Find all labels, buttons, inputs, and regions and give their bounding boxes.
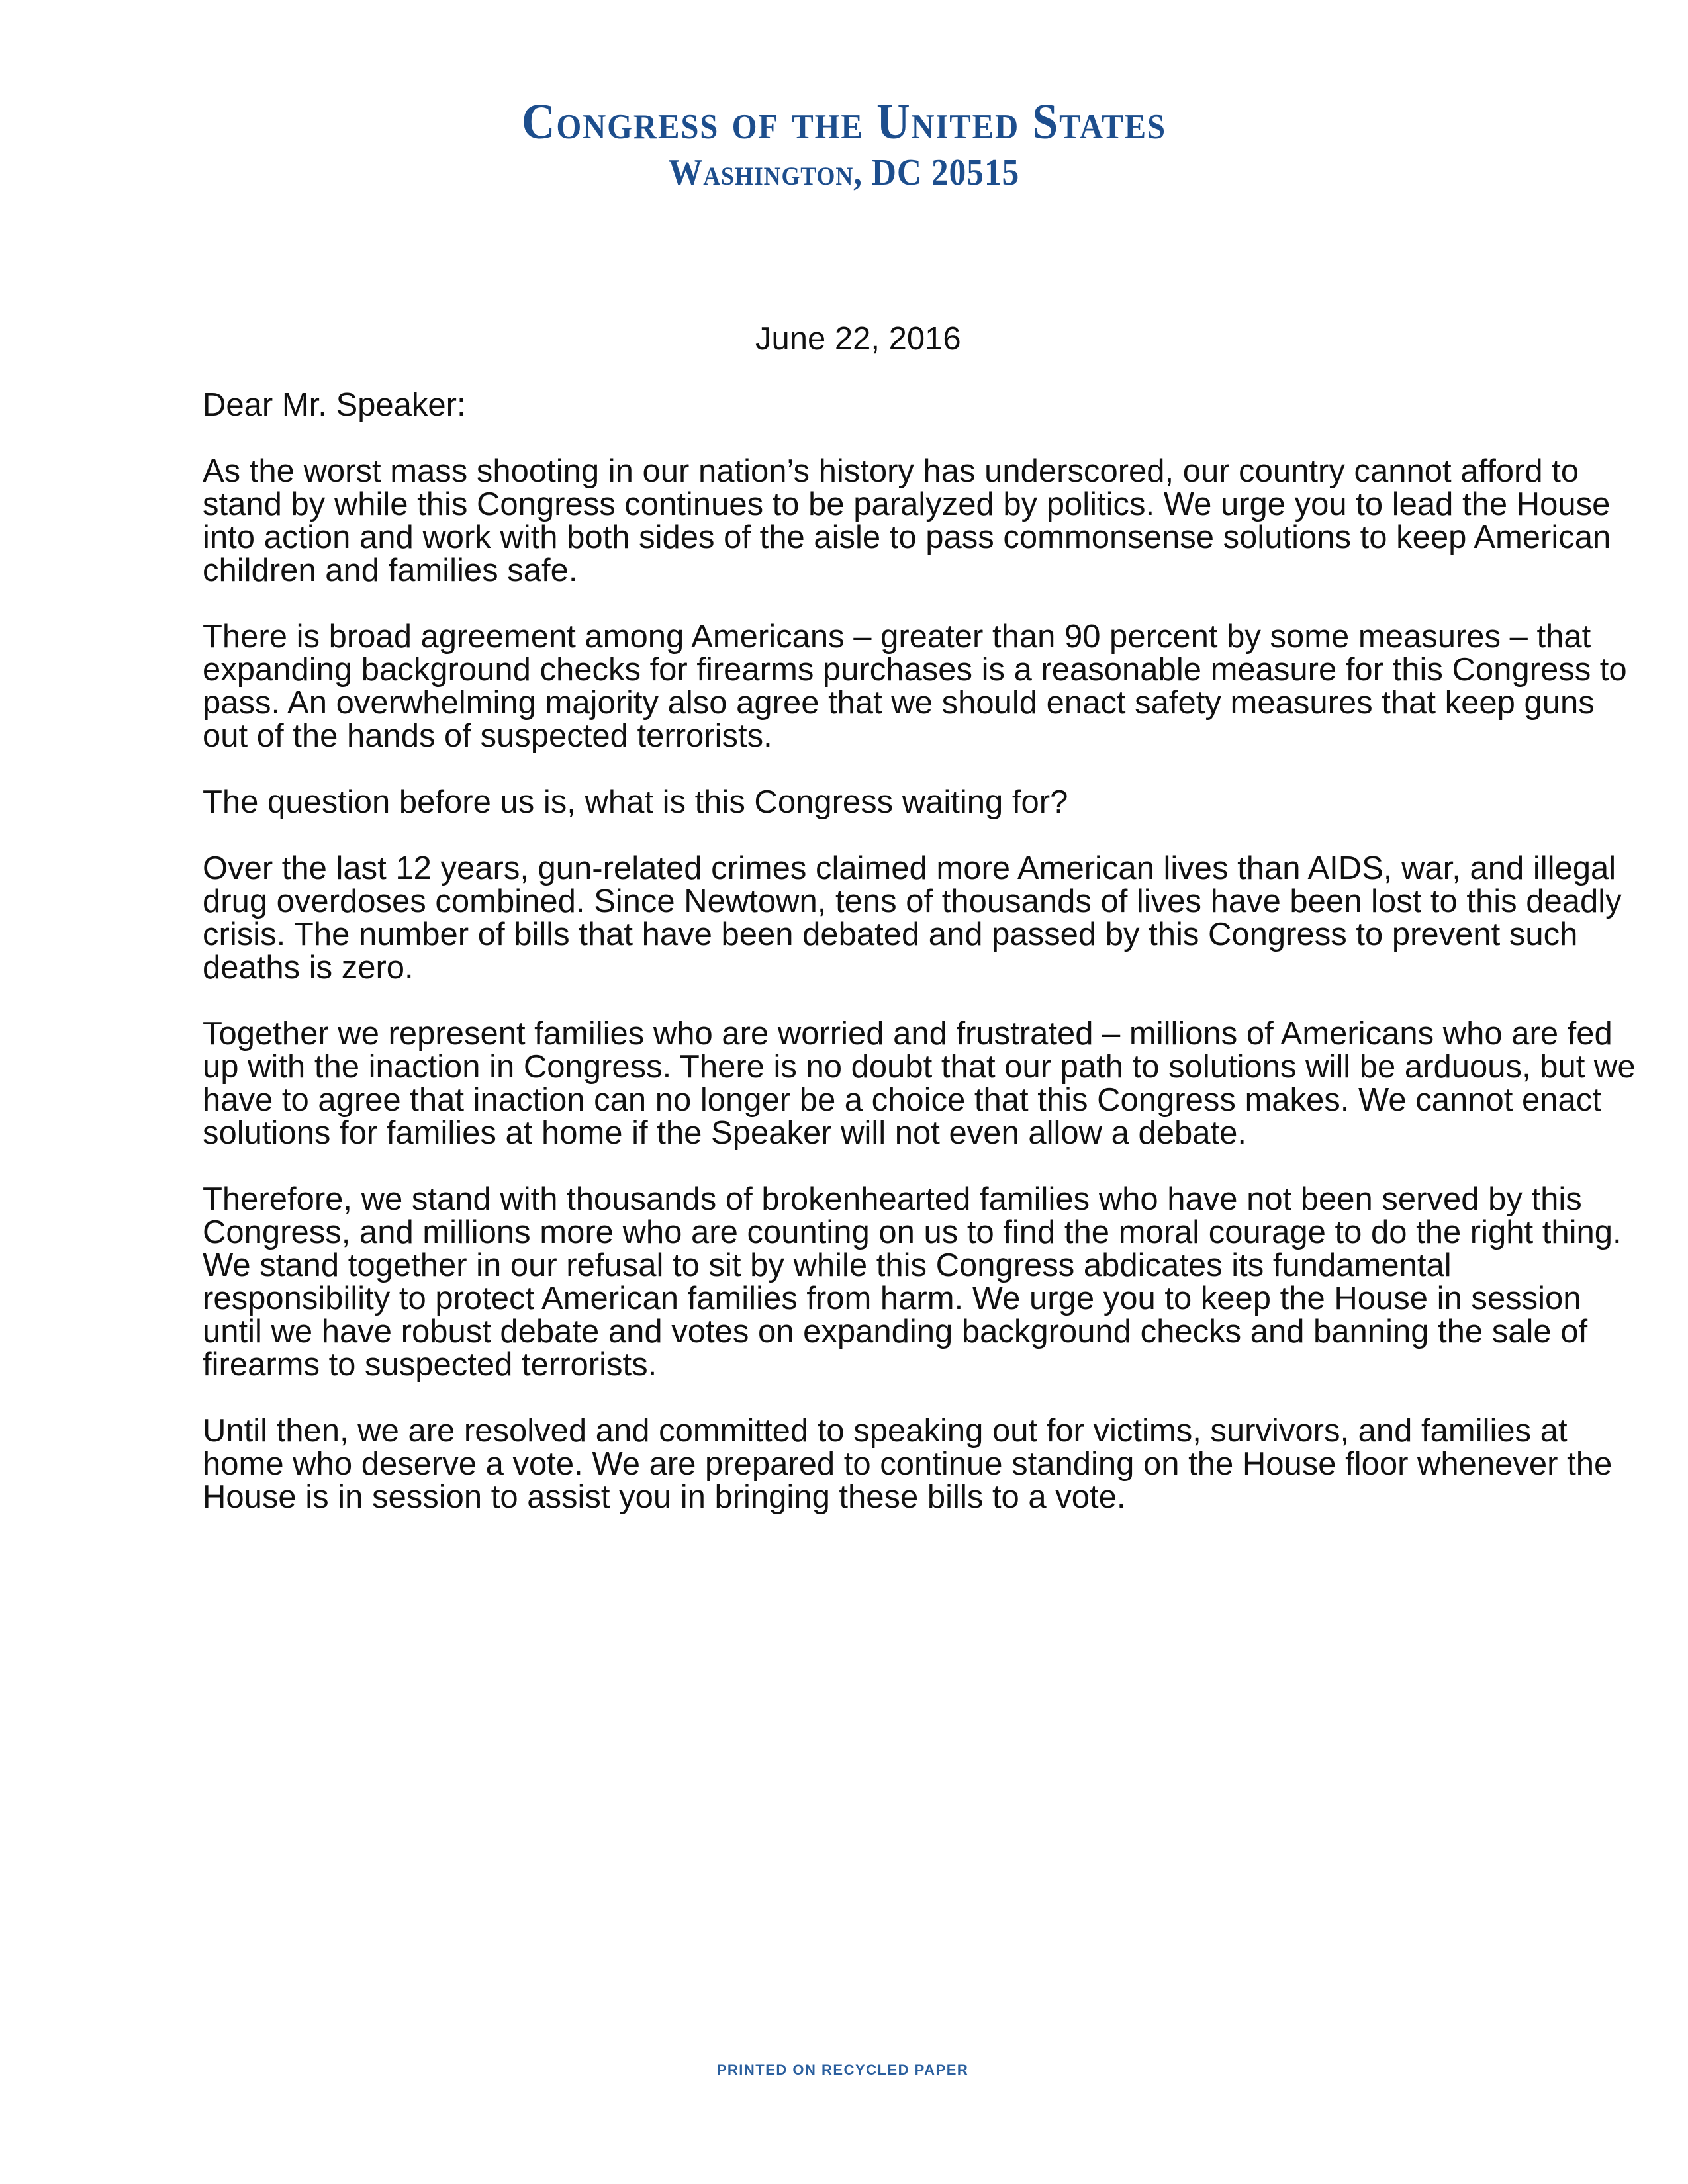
paragraph-line: children and families safe. (203, 553, 578, 588)
paragraph-line: home who deserve a vote. We are prepared to continue standing on the House floor whenever the (203, 1446, 1613, 1482)
paragraph-line: expanding background checks for firearms purchases is a reasonable measure for this Congress to (203, 652, 1627, 688)
paragraph-line: until we have robust debate and votes on expanding background checks and banning the sale of (203, 1314, 1588, 1349)
paragraph-line: firearms to suspected terrorists. (203, 1347, 657, 1383)
paragraph-7 (203, 1413, 1613, 1515)
paragraph-1 (203, 453, 1611, 588)
paragraph-line: As the worst mass shooting in our nation’s history has underscored, our country cannot afford to (203, 453, 1579, 489)
paragraph-line: deaths is zero. (203, 950, 414, 985)
letterhead-address: Washington, DC 20515 (668, 152, 1020, 193)
paragraph-line: crisis. The number of bills that have been debated and passed by this Congress to prevent such (203, 917, 1578, 952)
paragraph-line: out of the hands of suspected terrorists. (203, 718, 773, 754)
paragraph-line: solutions for families at home if the Speaker will not even allow a debate. (203, 1115, 1247, 1151)
paragraph-2 (203, 619, 1627, 754)
paragraph-6 (203, 1181, 1622, 1383)
paragraph-line: Together we represent families who are worried and frustrated – millions of Americans who are fed (203, 1016, 1613, 1052)
letter-date: June 22, 2016 (755, 321, 961, 357)
footer-text: PRINTED ON RECYCLED PAPER (716, 2062, 969, 2078)
paragraph-line: pass. An overwhelming majority also agree that we should enact safety measures that keep guns (203, 685, 1595, 721)
letter-body (203, 387, 1636, 1547)
paragraph-line: have to agree that inaction can no longer be a choice that this Congress makes. We cannot enact (203, 1082, 1601, 1118)
paragraph-line: Over the last 12 years, gun-related crimes claimed more American lives than AIDS, war, and illegal (203, 850, 1617, 886)
paragraph-line: The question before us is, what is this Congress waiting for? (203, 784, 1068, 820)
paragraph-line: House is in session to assist you in bringing these bills to a vote. (203, 1479, 1126, 1515)
recycled-paper-footer (0, 2061, 1688, 2079)
paragraph-line: We stand together in our refusal to sit by while this Congress abdicates its fundamental (203, 1248, 1452, 1283)
letterhead-title: Congress of the United States (522, 94, 1166, 150)
paragraph-line: into action and work with both sides of the aisle to pass commonsense solutions to keep American (203, 520, 1611, 555)
paragraph-line: There is broad agreement among Americans – greater than 90 percent by some measures – that (203, 619, 1591, 655)
paragraph-5 (203, 1016, 1636, 1151)
paragraph-line: responsibility to protect American families from harm. We urge you to keep the House in session (203, 1281, 1581, 1316)
paragraph-line: Until then, we are resolved and committed to speaking out for victims, survivors, and families at (203, 1413, 1568, 1449)
paragraph-line: Congress, and millions more who are counting on us to find the moral courage to do the right thing. (203, 1214, 1622, 1250)
paragraph-3 (203, 786, 1487, 819)
salutation: Dear Mr. Speaker: (203, 387, 466, 423)
paragraph-line: drug overdoses combined. Since Newtown, tens of thousands of lives have been lost to this deadly (203, 884, 1622, 919)
paragraph-line: Therefore, we stand with thousands of brokenhearted families who have not been served by this (203, 1181, 1582, 1217)
paragraph-4 (203, 850, 1622, 985)
letterhead (0, 94, 1688, 195)
paragraph-line: stand by while this Congress continues to be paralyzed by politics. We urge you to lead the House (203, 486, 1611, 522)
paragraph-line: up with the inaction in Congress. There is no doubt that our path to solutions will be arduous, but we (203, 1049, 1636, 1085)
